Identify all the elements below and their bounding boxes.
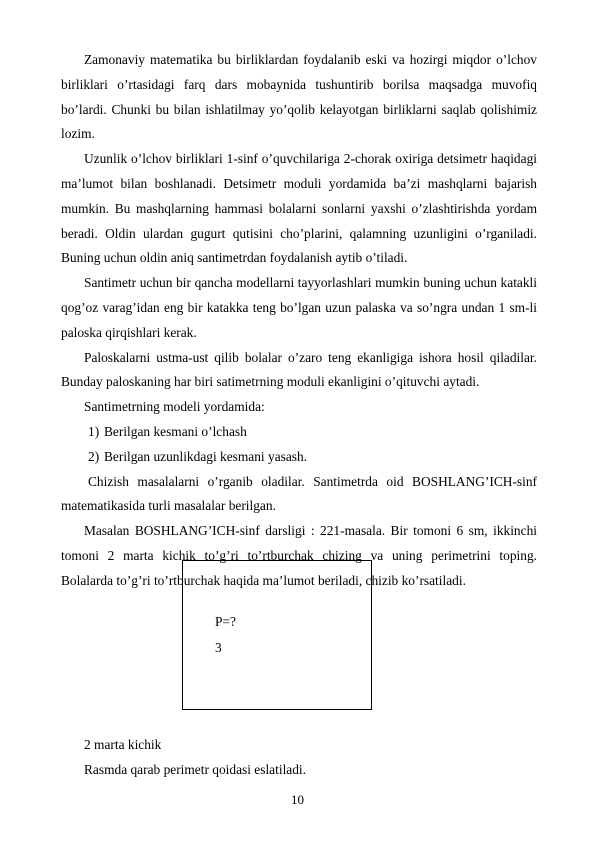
side-label: 3 <box>215 640 222 655</box>
list-item-text: Berilgan kesmani o’lchash <box>104 423 247 439</box>
paragraph-perimeter-rule: Rasmda qarab perimetr qoidasi eslatiladi. <box>84 761 306 777</box>
list-item-number: 2) <box>88 448 100 464</box>
rectangle-figure <box>182 560 372 710</box>
task-list <box>61 420 537 470</box>
perimeter-label: P=? <box>215 614 236 629</box>
list-item-text: Berilgan uzunlikdagi kesmani yasash. <box>104 448 308 464</box>
figure-caption: 2 marta kichik <box>84 737 162 752</box>
list-item <box>61 420 537 445</box>
list-item-number: 1) <box>88 423 100 439</box>
paragraph-model-intro: Santimetrning modeli yordamida: <box>84 399 265 415</box>
paragraph-drawing-tasks: Chizish masalalarni o’rganib oladilar. Santimetrda oid BOSHLANG’ICH-sinf matematikasida turli masalalar berilgan. <box>61 473 537 514</box>
paragraph-strips: Paloskalarni ustma-ust qilib bolalar o’zaro teng ekanligiga ishora hosil qiladilar. Bunday paloskaning har biri satimetrning moduli ekanligini o’qituvchi aytadi. <box>61 349 537 390</box>
body-text <box>61 48 537 594</box>
paragraph-length-units: Uzunlik o’lchov birliklari 1-sinf o’quvchilariga 2-chorak oxiriga detsimetr haqidagi ma’lumot bilan boshlanadi. Detsimetr moduli yordamida ba’zi mashqlarni bajarish mumkin. Bu mashqlarning hammasi bolalarni sonlarni yaxshi o’zlashtirishda yordam beradi. Oldin ulardan gugurt qutisini cho’plarini, qalamning uzunligini o’rganiladi. Buning uchun oldin aniq santimetrdan foydalanish aytib o’tiladi. <box>61 151 537 266</box>
paragraph-example-problem: Masalan BOSHLANG’ICH-sinf darsligi : 221-masala. Bir tomoni 6 sm, ikkinchi tomoni 2 marta kichik to’g’ri to’rtburchak chizing va uning perimetrini toping. Bolalarda to’g’ri to’rtburchak haqida ma’lumot beriladi, chizib ko’rsatiladi. <box>61 523 537 588</box>
figure-caption-block <box>61 733 537 783</box>
paragraph-intro: Zamonaviy matematika bu birliklardan foydalanib eski va hozirgi miqdor o’lchov birliklari o’rtasidagi farq dars mobaynida tushuntirib borilsa maqsadga muvofiq bo’lardi. Chunki bu bilan ishlatilmay yo’qolib kelayotgan birliklarni saqlab qolishimiz lozim. <box>61 52 537 142</box>
paragraph-centimeter-models: Santimetr uchun bir qancha modellarni tayyorlashlari mumkin buning uchun katakli qog’oz varag’idan eng bir katakka teng bo’lgan uzun palaska va so’ngra undan 1 sm-li paloska qirqishlari kerak. <box>61 275 537 340</box>
list-item <box>61 445 537 470</box>
page-number: 10 <box>291 792 304 807</box>
